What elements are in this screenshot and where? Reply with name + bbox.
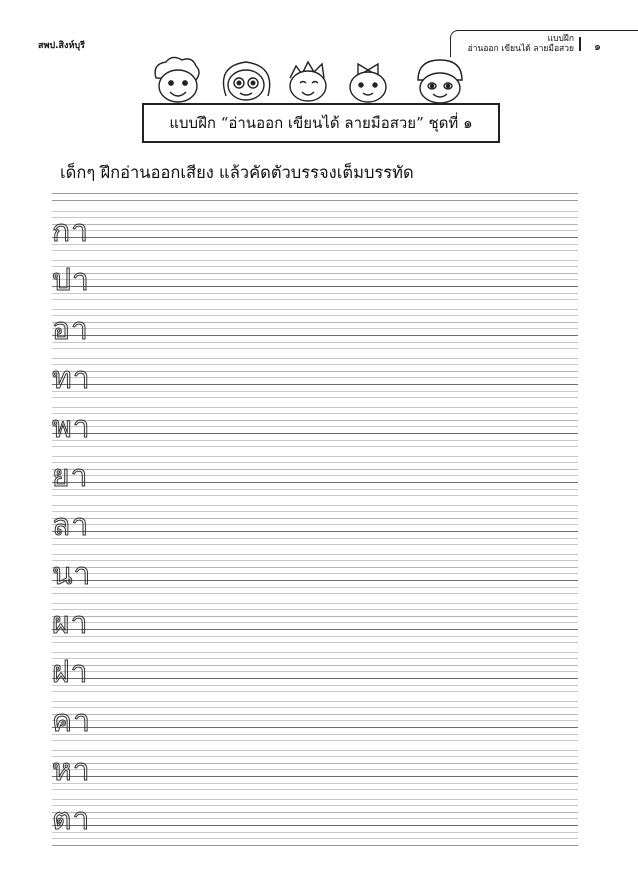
kid-face-5-icon xyxy=(418,60,462,103)
tab-title xyxy=(468,34,574,54)
practice-word: ยา xyxy=(52,459,89,494)
guide-line xyxy=(52,727,578,728)
guide-line xyxy=(52,211,578,212)
guide-line xyxy=(52,750,578,751)
guide-line xyxy=(52,838,578,839)
guide-line xyxy=(52,805,578,806)
worksheet-title: แบบฝึก “อ่านออก เขียนได้ ลายมือสวย” ชุดที่ ๑ xyxy=(142,103,500,143)
practice-word: ทา xyxy=(52,361,91,396)
guide-line xyxy=(52,531,578,532)
kid-face-2-icon xyxy=(224,62,270,100)
guide-line xyxy=(52,524,578,525)
kid-face-4-icon xyxy=(350,64,386,102)
guide-line xyxy=(52,587,578,588)
guide-line xyxy=(52,230,578,231)
guide-line xyxy=(52,756,578,757)
guide-line xyxy=(52,279,578,280)
practice-row xyxy=(52,698,578,747)
guide-line xyxy=(52,348,578,349)
guide-line xyxy=(52,224,578,225)
guide-line xyxy=(52,789,578,790)
guide-line xyxy=(52,335,578,336)
instruction-text: เด็กๆ ฝึกอ่านออกเสียง แล้วคัดตัวบรรจงเต็มบรรทัด xyxy=(60,163,414,182)
kids-illustration xyxy=(150,56,480,106)
guide-line xyxy=(52,518,578,519)
guide-line xyxy=(52,286,578,287)
guide-line xyxy=(52,440,578,441)
guide-line xyxy=(52,293,578,294)
guide-line xyxy=(52,397,578,398)
guide-line xyxy=(52,714,578,715)
guide-line xyxy=(52,538,578,539)
guide-line xyxy=(52,505,578,506)
guide-line xyxy=(52,812,578,813)
guide-line xyxy=(52,658,578,659)
guide-line xyxy=(52,665,578,666)
page-number: ๑ xyxy=(594,40,601,53)
guide-line xyxy=(52,407,578,408)
practice-row xyxy=(52,600,578,649)
guide-line xyxy=(52,511,578,512)
guide-line xyxy=(52,391,578,392)
guide-line xyxy=(52,371,578,372)
practice-word: นา xyxy=(52,557,92,592)
guide-line xyxy=(52,691,578,692)
guide-line xyxy=(52,763,578,764)
guide-line xyxy=(52,609,578,610)
guide-line xyxy=(52,322,578,323)
guide-line xyxy=(52,544,578,545)
practice-word: อา xyxy=(52,312,89,347)
guide-line xyxy=(52,342,578,343)
guide-line xyxy=(52,358,578,359)
guide-line xyxy=(52,769,578,770)
practice-row xyxy=(52,551,578,600)
practice-word: ตา xyxy=(52,802,91,837)
guide-line xyxy=(52,364,578,365)
practice-row xyxy=(52,649,578,698)
rule-top-1 xyxy=(52,193,578,194)
guide-line xyxy=(52,384,578,385)
practice-word: ลา xyxy=(52,508,90,543)
guide-line xyxy=(52,266,578,267)
guide-line xyxy=(52,636,578,637)
guide-line xyxy=(52,413,578,414)
guide-line xyxy=(52,328,578,329)
guide-line xyxy=(52,567,578,568)
guide-line xyxy=(52,250,578,251)
practice-row xyxy=(52,453,578,502)
guide-line xyxy=(52,776,578,777)
guide-line xyxy=(52,433,578,434)
practice-row xyxy=(52,404,578,453)
kid-face-1-icon xyxy=(155,57,199,102)
guide-line xyxy=(52,475,578,476)
guide-line xyxy=(52,217,578,218)
practice-row xyxy=(52,257,578,306)
guide-line xyxy=(52,629,578,630)
guide-line xyxy=(52,720,578,721)
guide-line xyxy=(52,573,578,574)
practice-word: ปา xyxy=(52,263,90,298)
guide-line xyxy=(52,446,578,447)
guide-line xyxy=(52,622,578,623)
rule-top-2 xyxy=(52,200,578,201)
guide-line xyxy=(52,832,578,833)
rule-bottom xyxy=(52,845,578,846)
guide-line xyxy=(52,260,578,261)
guide-line xyxy=(52,560,578,561)
guide-line xyxy=(52,593,578,594)
guide-line xyxy=(52,678,578,679)
guide-line xyxy=(52,315,578,316)
guide-line xyxy=(52,825,578,826)
practice-word: ฝา xyxy=(52,655,89,690)
practice-word: ผา xyxy=(52,606,89,641)
guide-line xyxy=(52,456,578,457)
guide-line xyxy=(52,652,578,653)
guide-line xyxy=(52,818,578,819)
practice-word: หา xyxy=(52,753,91,788)
practice-row xyxy=(52,355,578,404)
guide-line xyxy=(52,244,578,245)
guide-line xyxy=(52,482,578,483)
guide-line xyxy=(52,273,578,274)
practice-row xyxy=(52,502,578,551)
practice-row xyxy=(52,306,578,355)
guide-line xyxy=(52,420,578,421)
guide-line xyxy=(52,495,578,496)
guide-line xyxy=(52,299,578,300)
guide-line xyxy=(52,603,578,604)
guide-line xyxy=(52,469,578,470)
guide-line xyxy=(52,554,578,555)
guide-line xyxy=(52,671,578,672)
practice-row xyxy=(52,796,578,845)
tab-divider xyxy=(579,37,581,51)
practice-row xyxy=(52,747,578,796)
guide-line xyxy=(52,237,578,238)
guide-line xyxy=(52,740,578,741)
guide-line xyxy=(52,685,578,686)
practice-word: กา xyxy=(52,214,90,249)
organization-label: สพป.สิงห์บุรี xyxy=(38,41,85,51)
guide-line xyxy=(52,701,578,702)
guide-line xyxy=(52,309,578,310)
guide-line xyxy=(52,783,578,784)
guide-line xyxy=(52,616,578,617)
practice-word: พา xyxy=(52,410,91,445)
header-tab xyxy=(450,30,638,57)
practice-area xyxy=(52,208,578,845)
guide-line xyxy=(52,799,578,800)
practice-word: คา xyxy=(52,704,91,739)
guide-line xyxy=(52,462,578,463)
guide-line xyxy=(52,707,578,708)
guide-line xyxy=(52,580,578,581)
guide-line xyxy=(52,734,578,735)
guide-line xyxy=(52,489,578,490)
guide-line xyxy=(52,426,578,427)
guide-line xyxy=(52,377,578,378)
practice-row xyxy=(52,208,578,257)
guide-line xyxy=(52,642,578,643)
tab-title-line2: อ่านออก เขียนได้ ลายมือสวย xyxy=(467,44,574,54)
tab-title-line1: แบบฝึก xyxy=(547,34,574,44)
kid-face-3-icon xyxy=(290,62,326,101)
